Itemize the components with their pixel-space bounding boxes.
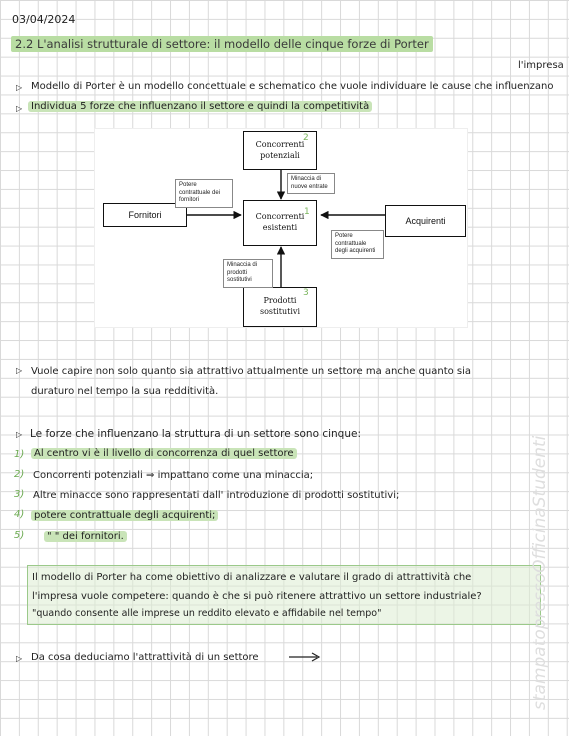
summary-line-2: l'impresa vuole competere: quando è che si può ritenere attrattivo un settore industriale? xyxy=(32,591,482,602)
suppliers-label: Fornitori xyxy=(128,209,162,220)
watermark: stampatopressoOfficinaStudenti xyxy=(530,435,550,710)
right-arrow-icon xyxy=(287,650,323,664)
badge-3: 3 xyxy=(303,288,309,298)
paragraph-line-1: Vuole capire non solo quanto sia attrattivo attualmente un settore ma anche quanto sia xyxy=(31,366,472,377)
force-item-2: Concorrenti potenziali ⇒ impattano come una minaccia; xyxy=(33,470,314,481)
note-new-entrants: Minaccia di nuove entrate xyxy=(287,173,335,194)
buyers-label: Acquirenti xyxy=(405,215,446,226)
force-number-2: 2) xyxy=(14,469,25,480)
badge-2: 2 xyxy=(303,133,309,143)
substitute-products-label: Prodotti sostitutivi xyxy=(259,296,301,316)
date: 03/04/2024 xyxy=(12,13,76,26)
box-buyers xyxy=(385,205,466,237)
force-number-3: 3) xyxy=(14,489,25,500)
existing-competitors-label: Concorrenti esistenti xyxy=(255,212,305,232)
paragraph-line-2: duraturo nel tempo la sua redditività. xyxy=(31,386,219,397)
summary-box xyxy=(27,565,541,625)
force-item-4: potere contrattuale degli acquirenti; xyxy=(31,510,218,521)
badge-1: 1 xyxy=(304,207,310,217)
force-number-4: 4) xyxy=(14,509,25,520)
forces-intro: Le forze che influenzano la struttura di un settore sono cinque: xyxy=(30,428,361,440)
bullet-marker: ▷ xyxy=(16,430,23,439)
bullet-marker: ▷ xyxy=(16,366,23,375)
note-substitute-threat: Minaccia di prodotti sostitutivi xyxy=(223,259,273,288)
force-number-5: 5) xyxy=(14,530,25,541)
force-number-1: 1) xyxy=(14,449,25,460)
margin-note: l'impresa xyxy=(518,60,564,71)
porter-five-forces-diagram xyxy=(94,128,468,328)
summary-line-1: Il modello di Porter ha come obiettivo di analizzare e valutare il grado di attrattività che xyxy=(32,572,472,583)
note-supplier-power: Potere contrattuale dei fornitori xyxy=(175,179,233,208)
summary-line-3: "quando consente alle imprese un reddito elevato e affidabile nel tempo" xyxy=(32,608,382,619)
bullet-marker: ▷ xyxy=(16,104,23,113)
potential-competitors-label: Concorrenti potenziali xyxy=(255,139,305,160)
last-bullet: Da cosa deduciamo l'attrattività di un settore xyxy=(31,652,259,663)
section-heading: 2.2 L'analisi strutturale di settore: il modello delle cinque forze di Porter xyxy=(11,36,433,52)
bullet-marker: ▷ xyxy=(16,654,23,663)
note-buyer-power: Potere contrattuale degli acquirenti xyxy=(331,230,384,259)
intro-bullet-1: Modello di Porter è un modello concettuale e schematico che vuole individuare le cause che influenzano xyxy=(31,81,554,92)
intro-bullet-2: Individua 5 forze che influenzano il settore e quindi la competitività xyxy=(28,101,372,112)
force-item-1: Al centro vi è il livello di concorrenza di quel settore xyxy=(31,448,297,459)
force-item-5: " " dei fornitori. xyxy=(44,531,127,542)
force-item-3: Altre minacce sono rappresentati dall' introduzione di prodotti sostitutivi; xyxy=(33,490,400,501)
bullet-marker: ▷ xyxy=(16,83,23,92)
